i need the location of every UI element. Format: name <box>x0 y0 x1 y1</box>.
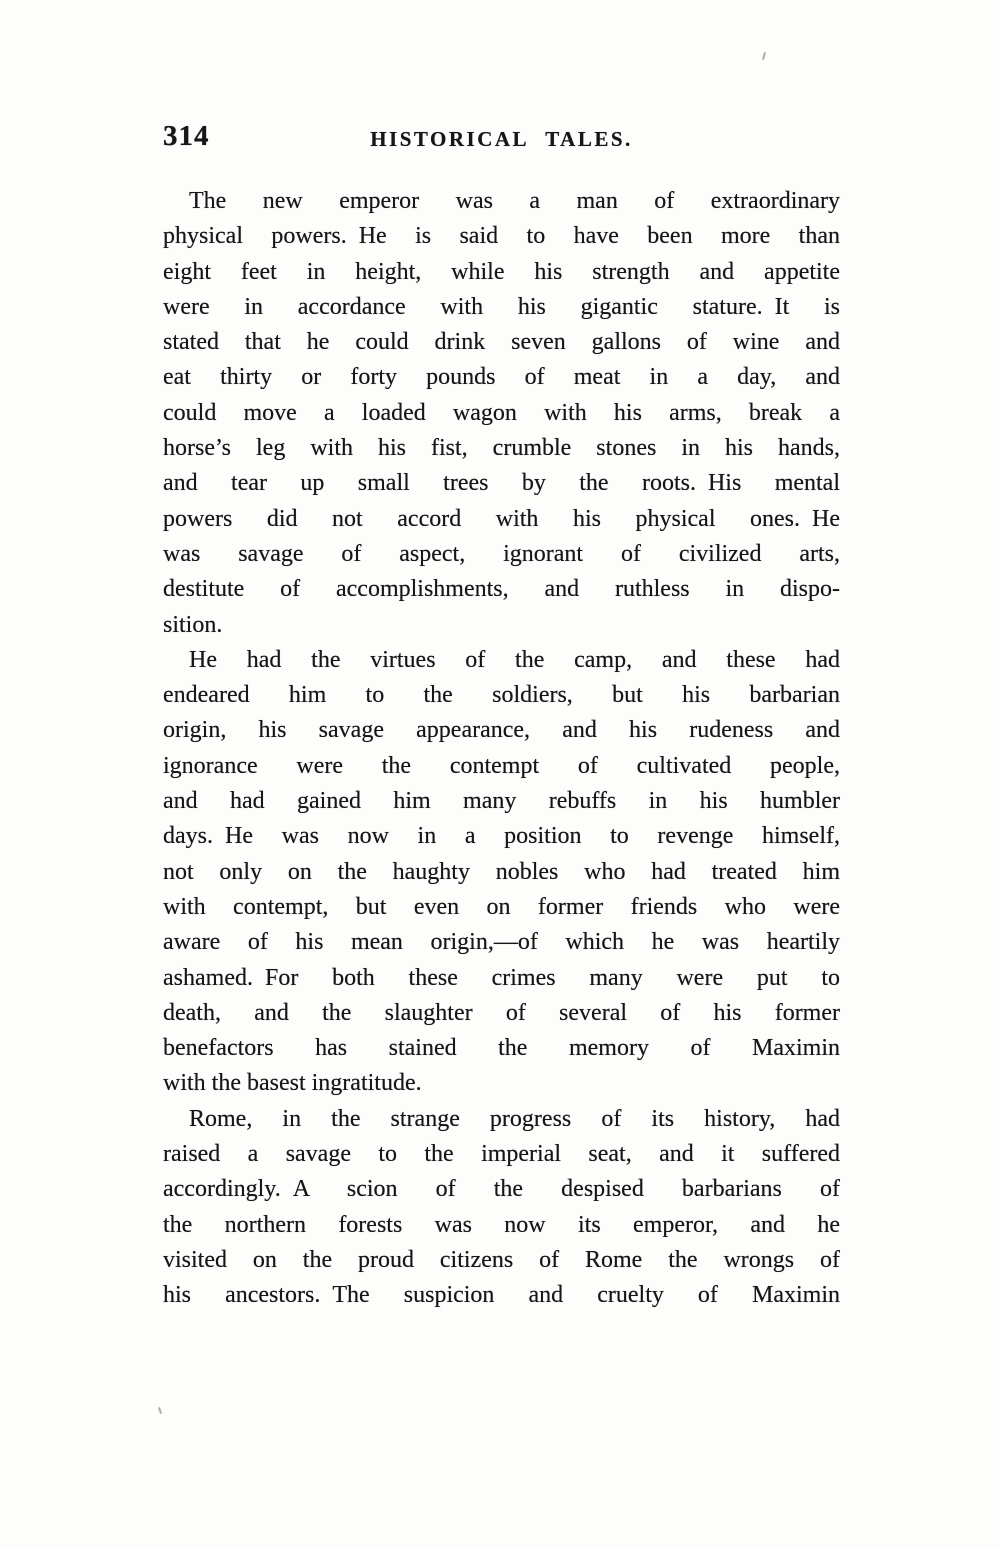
paragraph-1 <box>163 184 840 643</box>
text-line: powers did not accord with his physical ones. He <box>163 505 840 532</box>
running-title: HISTORICAL TALES. <box>370 127 633 151</box>
text-line: benefactors has stained the memory of Maximin <box>163 1035 840 1062</box>
text-line: visited on the proud citizens of Rome the wrongs of <box>163 1246 840 1273</box>
text-line: ashamed. For both these crimes many were put to <box>163 964 840 991</box>
text-line: origin, his savage appearance, and his rudeness and <box>163 717 840 744</box>
paragraph-2 <box>163 643 840 1102</box>
text-line: with contempt, but even on former friends who were <box>163 893 840 920</box>
text-line: eight feet in height, while his strength and appetite <box>163 258 840 285</box>
text-line: sition. <box>163 611 223 638</box>
page-number: 314 <box>163 120 210 152</box>
text-line: stated that he could drink seven gallons of wine and <box>163 329 840 356</box>
text-line: were in accordance with his gigantic stature. It is <box>163 293 840 320</box>
text-line: The new emperor was a man of extraordinary <box>189 188 840 214</box>
text-line: horse’s leg with his fist, crumble stones in his hands, <box>163 435 840 462</box>
text-line: Rome, in the strange progress of its history, had <box>189 1105 840 1132</box>
text-line: aware of his mean origin,—of which he was heartily <box>163 929 840 956</box>
scan-artifact-speck <box>158 1407 162 1414</box>
text-line: He had the virtues of the camp, and these had <box>189 646 840 673</box>
text-line: eat thirty or forty pounds of meat in a day, and <box>163 364 840 391</box>
text-line: with the basest ingratitude. <box>163 1070 422 1097</box>
text-line: his ancestors. The suspicion and cruelty of Maximin <box>163 1282 840 1309</box>
text-line: accordingly. A scion of the despised barbarians of <box>163 1176 840 1203</box>
scan-artifact-speck <box>762 52 766 60</box>
text-line: death, and the slaughter of several of his former <box>163 999 840 1026</box>
text-line: and tear up small trees by the roots. His mental <box>163 470 840 497</box>
text-line: and had gained him many rebuffs in his humbler <box>163 788 840 815</box>
text-line: days. He was now in a position to revenge himself, <box>163 823 840 850</box>
text-block <box>163 184 840 1314</box>
text-line: raised a savage to the imperial seat, and it suffered <box>163 1141 840 1168</box>
text-line: destitute of accomplishments, and ruthless in dispo- <box>163 576 840 603</box>
text-line: physical powers. He is said to have been more than <box>163 223 840 250</box>
text-line: was savage of aspect, ignorant of civilized arts, <box>163 540 840 567</box>
text-line: ignorance were the contempt of cultivated people, <box>163 752 840 779</box>
page-header <box>163 120 840 156</box>
text-line: the northern forests was now its emperor, and he <box>163 1211 840 1238</box>
paragraph-3 <box>163 1102 840 1314</box>
text-line: endeared him to the soldiers, but his barbarian <box>163 682 840 709</box>
text-line: could move a loaded wagon with his arms, break a <box>163 399 840 426</box>
text-line: not only on the haughty nobles who had treated him <box>163 858 840 885</box>
